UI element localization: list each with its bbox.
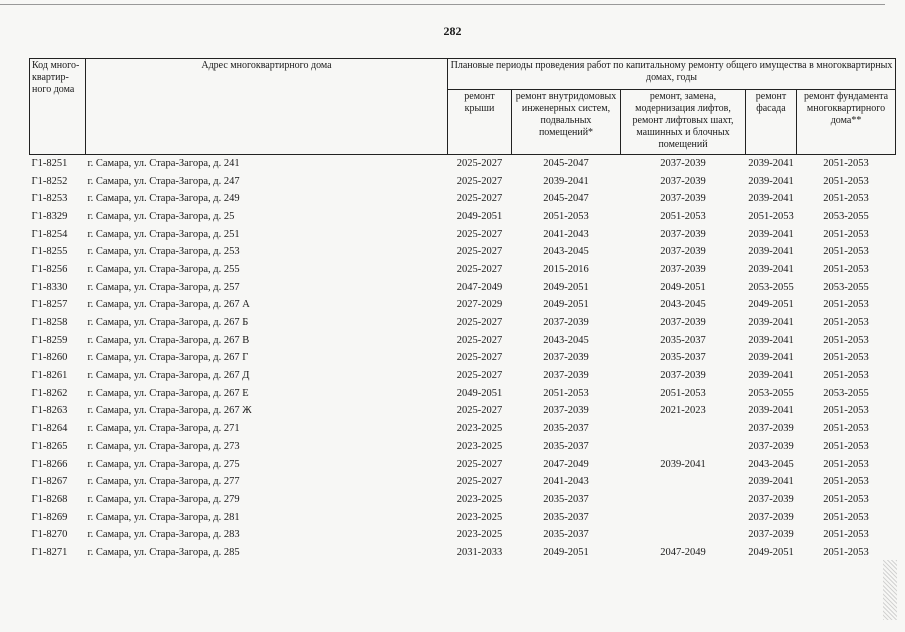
- row-code: Г1-8271: [31, 546, 68, 558]
- row-roof: 2023-2025: [456, 493, 503, 505]
- table-row: [30, 544, 896, 562]
- row-foundation: 2051-2053: [823, 370, 869, 382]
- row-address: г. Самара, ул. Стара-Загора, д. 285: [87, 546, 240, 558]
- row-address: г. Самара, ул. Стара-Загора, д. 267 А: [87, 299, 250, 311]
- row-code: Г1-8264: [31, 423, 68, 435]
- row-facade: 2039-2041: [748, 334, 794, 346]
- row-facade: 2039-2041: [748, 157, 794, 169]
- row-facade: 2037-2039: [748, 511, 794, 523]
- row-code: Г1-8329: [31, 210, 68, 222]
- table-row: [30, 456, 896, 474]
- row-engineering: 2035-2037: [543, 511, 589, 523]
- row-address: г. Самара, ул. Стара-Загора, д. 249: [87, 193, 240, 205]
- header-address: Адрес многоквартирного дома: [86, 59, 448, 155]
- row-facade: 2037-2039: [748, 493, 794, 505]
- row-elevators: 2037-2039: [660, 246, 706, 258]
- row-code: Г1-8330: [31, 281, 68, 293]
- row-elevators: 2037-2039: [660, 370, 706, 382]
- row-roof: 2025-2027: [456, 246, 503, 258]
- row-code: Г1-8269: [31, 511, 68, 523]
- header-roof: ремонт крыши: [448, 90, 512, 155]
- row-engineering: 2049-2051: [543, 299, 589, 311]
- row-roof: 2031-2033: [456, 546, 503, 558]
- row-foundation: 2051-2053: [823, 476, 869, 488]
- page-number: 282: [443, 24, 462, 38]
- row-engineering: 2047-2049: [543, 458, 589, 470]
- row-engineering: 2049-2051: [543, 546, 589, 558]
- row-roof: 2023-2025: [456, 529, 503, 541]
- row-engineering: 2035-2037: [543, 423, 589, 435]
- row-facade: 2039-2041: [748, 352, 794, 364]
- row-roof: 2025-2027: [456, 157, 503, 169]
- row-roof: 2025-2027: [456, 228, 503, 240]
- row-code: Г1-8263: [31, 405, 68, 417]
- row-facade: 2043-2045: [748, 458, 794, 470]
- row-address: г. Самара, ул. Стара-Загора, д. 267 Ж: [87, 405, 252, 417]
- table-row: [30, 190, 896, 208]
- row-foundation: 2051-2053: [823, 175, 869, 187]
- row-roof: 2027-2029: [456, 299, 503, 311]
- row-facade: 2039-2041: [748, 193, 794, 205]
- table-row: [30, 332, 896, 350]
- table-row: [30, 420, 896, 438]
- row-elevators: [621, 509, 746, 527]
- row-roof: 2023-2025: [456, 511, 503, 523]
- row-roof: 2025-2027: [456, 175, 503, 187]
- repair-schedule-table: [29, 58, 896, 562]
- row-engineering: 2043-2045: [543, 246, 589, 258]
- row-facade: 2053-2055: [748, 387, 794, 399]
- table-row: [30, 297, 896, 315]
- row-code: Г1-8253: [31, 193, 68, 205]
- table-row: [30, 350, 896, 368]
- row-facade: 2039-2041: [748, 405, 794, 417]
- row-engineering: 2037-2039: [543, 317, 589, 329]
- row-engineering: 2043-2045: [543, 334, 589, 346]
- row-facade: 2039-2041: [748, 228, 794, 240]
- table-body: [30, 155, 896, 562]
- row-engineering: 2037-2039: [543, 352, 589, 364]
- table-row: [30, 367, 896, 385]
- row-address: г. Самара, ул. Стара-Загора, д. 257: [87, 281, 240, 293]
- row-engineering: 2051-2053: [543, 387, 589, 399]
- row-facade: 2037-2039: [748, 529, 794, 541]
- row-code: Г1-8255: [31, 246, 68, 258]
- row-engineering: 2035-2037: [543, 440, 589, 452]
- row-code: Г1-8265: [31, 440, 68, 452]
- row-code: Г1-8254: [31, 228, 68, 240]
- row-foundation: 2051-2053: [823, 263, 869, 275]
- row-foundation: 2051-2053: [823, 423, 869, 435]
- row-address: г. Самара, ул. Стара-Загора, д. 281: [87, 511, 240, 523]
- row-address: г. Самара, ул. Стара-Загора, д. 267 Д: [87, 370, 250, 382]
- row-foundation: 2051-2053: [823, 317, 869, 329]
- row-engineering: 2035-2037: [543, 529, 589, 541]
- row-facade: 2049-2051: [748, 299, 794, 311]
- row-elevators: [621, 491, 746, 509]
- row-elevators: [621, 473, 746, 491]
- row-facade: 2039-2041: [748, 476, 794, 488]
- row-address: г. Самара, ул. Стара-Загора, д. 283: [87, 529, 240, 541]
- table-row: [30, 314, 896, 332]
- row-foundation: 2051-2053: [823, 157, 869, 169]
- row-roof: 2025-2027: [456, 352, 503, 364]
- row-foundation: 2051-2053: [823, 546, 869, 558]
- row-address: г. Самара, ул. Стара-Загора, д. 253: [87, 246, 240, 258]
- row-code: Г1-8259: [31, 334, 68, 346]
- table-row: [30, 385, 896, 403]
- row-address: г. Самара, ул. Стара-Загора, д. 255: [87, 263, 240, 275]
- row-roof: 2049-2051: [456, 387, 503, 399]
- table-row: [30, 279, 896, 297]
- row-address: г. Самара, ул. Стара-Загора, д. 273: [87, 440, 240, 452]
- row-elevators: 2037-2039: [660, 317, 706, 329]
- table-row: [30, 509, 896, 527]
- row-foundation: 2051-2053: [823, 458, 869, 470]
- row-engineering: 2041-2043: [543, 476, 589, 488]
- table-row: [30, 438, 896, 456]
- row-roof: 2025-2027: [456, 405, 503, 417]
- row-elevators: 2043-2045: [660, 299, 706, 311]
- table-row: [30, 526, 896, 544]
- row-elevators: 2039-2041: [660, 458, 706, 470]
- row-elevators: 2051-2053: [660, 210, 706, 222]
- row-roof: 2025-2027: [456, 263, 503, 275]
- row-engineering: 2035-2037: [543, 493, 589, 505]
- row-elevators: 2035-2037: [660, 352, 706, 364]
- row-address: г. Самара, ул. Стара-Загора, д. 25: [87, 210, 235, 222]
- row-code: Г1-8270: [31, 529, 68, 541]
- row-elevators: 2037-2039: [660, 263, 706, 275]
- row-foundation: 2051-2053: [823, 193, 869, 205]
- row-elevators: 2037-2039: [660, 228, 706, 240]
- row-foundation: 2053-2055: [823, 387, 869, 399]
- row-elevators: 2037-2039: [660, 193, 706, 205]
- row-facade: 2037-2039: [748, 440, 794, 452]
- header-periods-group: Плановые периоды проведения работ по капитальному ремонту общего имущества в многоквартирных домах, годы: [448, 59, 896, 90]
- row-engineering: 2045-2047: [543, 193, 589, 205]
- row-foundation: 2051-2053: [823, 334, 869, 346]
- scan-noise: [883, 560, 897, 620]
- row-roof: 2025-2027: [456, 193, 503, 205]
- row-roof: 2025-2027: [456, 317, 503, 329]
- row-foundation: 2051-2053: [823, 511, 869, 523]
- row-address: г. Самара, ул. Стара-Загора, д. 271: [87, 423, 240, 435]
- row-foundation: 2051-2053: [823, 529, 869, 541]
- row-roof: 2049-2051: [456, 210, 503, 222]
- row-engineering: 2051-2053: [543, 210, 589, 222]
- row-elevators: [621, 526, 746, 544]
- row-address: г. Самара, ул. Стара-Загора, д. 277: [87, 476, 240, 488]
- row-address: г. Самара, ул. Стара-Загора, д. 241: [87, 157, 240, 169]
- row-roof: 2025-2027: [456, 334, 503, 346]
- row-roof: 2025-2027: [456, 370, 503, 382]
- row-elevators: 2047-2049: [660, 546, 706, 558]
- row-facade: 2051-2053: [748, 210, 794, 222]
- row-code: Г1-8256: [31, 263, 68, 275]
- row-code: Г1-8251: [31, 157, 68, 169]
- row-facade: 2039-2041: [748, 246, 794, 258]
- row-roof: 2047-2049: [456, 281, 503, 293]
- row-code: Г1-8252: [31, 175, 68, 187]
- header-foundation: ремонт фундамента многоквартирного дома**: [797, 90, 896, 155]
- scan-edge-line: [0, 4, 885, 5]
- row-foundation: 2051-2053: [823, 493, 869, 505]
- table-row: [30, 473, 896, 491]
- row-code: Г1-8266: [31, 458, 68, 470]
- row-address: г. Самара, ул. Стара-Загора, д. 251: [87, 228, 240, 240]
- row-foundation: 2051-2053: [823, 352, 869, 364]
- row-facade: 2039-2041: [748, 317, 794, 329]
- row-foundation: 2051-2053: [823, 228, 869, 240]
- row-facade: 2037-2039: [748, 423, 794, 435]
- row-roof: 2023-2025: [456, 423, 503, 435]
- table-row: [30, 491, 896, 509]
- row-code: Г1-8262: [31, 387, 68, 399]
- table-row: [30, 261, 896, 279]
- row-engineering: 2015-2016: [543, 263, 589, 275]
- row-address: г. Самара, ул. Стара-Загора, д. 267 Г: [87, 352, 249, 364]
- header-code: Код много-квартир-ного дома: [30, 59, 86, 155]
- row-foundation: 2053-2055: [823, 281, 869, 293]
- row-facade: 2039-2041: [748, 175, 794, 187]
- table-row: [30, 226, 896, 244]
- row-code: Г1-8258: [31, 317, 68, 329]
- table-row: [30, 173, 896, 191]
- header-engineering: ремонт внутридомовых инженерных систем, подвальных помещений*: [512, 90, 621, 155]
- row-elevators: 2037-2039: [660, 157, 706, 169]
- row-elevators: [621, 420, 746, 438]
- row-elevators: 2021-2023: [660, 405, 706, 417]
- row-engineering: 2037-2039: [543, 370, 589, 382]
- row-elevators: 2051-2053: [660, 387, 706, 399]
- row-elevators: 2037-2039: [660, 175, 706, 187]
- row-code: Г1-8268: [31, 493, 68, 505]
- row-elevators: 2049-2051: [660, 281, 706, 293]
- row-address: г. Самара, ул. Стара-Загора, д. 247: [87, 175, 240, 187]
- row-foundation: 2051-2053: [823, 405, 869, 417]
- row-foundation: 2051-2053: [823, 246, 869, 258]
- row-engineering: 2045-2047: [543, 157, 589, 169]
- row-engineering: 2049-2051: [543, 281, 589, 293]
- row-facade: 2053-2055: [748, 281, 794, 293]
- table-row: [30, 243, 896, 261]
- row-code: Г1-8260: [31, 352, 68, 364]
- row-facade: 2039-2041: [748, 370, 794, 382]
- row-foundation: 2051-2053: [823, 299, 869, 311]
- row-roof: 2025-2027: [456, 458, 503, 470]
- row-code: Г1-8267: [31, 476, 68, 488]
- row-engineering: 2041-2043: [543, 228, 589, 240]
- row-roof: 2023-2025: [456, 440, 503, 452]
- row-code: Г1-8257: [31, 299, 68, 311]
- row-elevators: 2035-2037: [660, 334, 706, 346]
- row-address: г. Самара, ул. Стара-Загора, д. 275: [87, 458, 240, 470]
- row-facade: 2049-2051: [748, 546, 794, 558]
- header-facade: ремонт фасада: [746, 90, 797, 155]
- row-address: г. Самара, ул. Стара-Загора, д. 279: [87, 493, 240, 505]
- row-code: Г1-8261: [31, 370, 68, 382]
- row-roof: 2025-2027: [456, 476, 503, 488]
- row-facade: 2039-2041: [748, 263, 794, 275]
- row-engineering: 2037-2039: [543, 405, 589, 417]
- table-row: [30, 403, 896, 421]
- row-address: г. Самара, ул. Стара-Загора, д. 267 Б: [87, 317, 249, 329]
- row-foundation: 2051-2053: [823, 440, 869, 452]
- table-row: [30, 155, 896, 173]
- row-foundation: 2053-2055: [823, 210, 869, 222]
- table-row: [30, 208, 896, 226]
- row-address: г. Самара, ул. Стара-Загора, д. 267 В: [87, 334, 250, 346]
- row-engineering: 2039-2041: [543, 175, 589, 187]
- header-elevators: ремонт, замена, модернизация лифтов, ремонт лифтовых шахт, машинных и блочных помещений: [621, 90, 746, 155]
- row-elevators: [621, 438, 746, 456]
- row-address: г. Самара, ул. Стара-Загора, д. 267 Е: [87, 387, 249, 399]
